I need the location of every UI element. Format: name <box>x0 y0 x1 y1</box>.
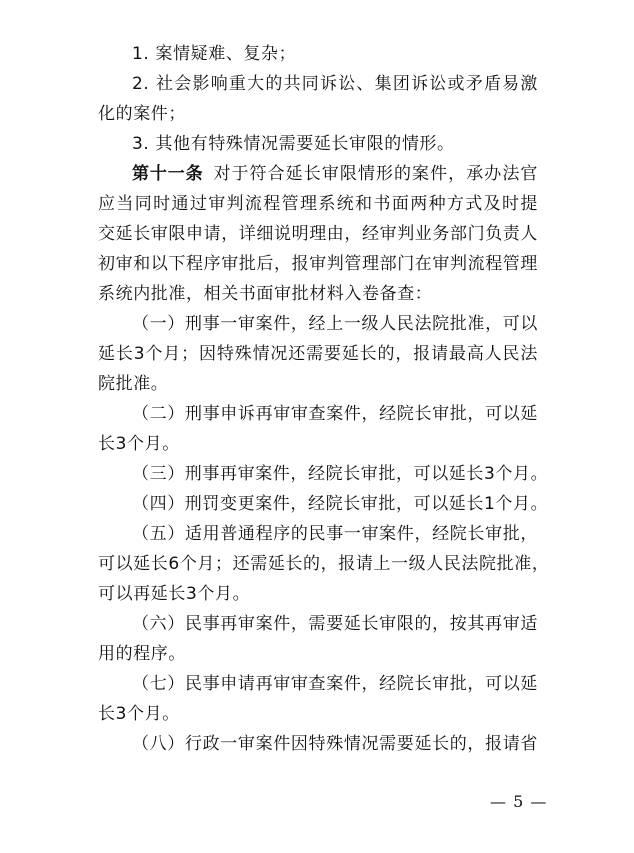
clause-heading: 第十一条 <box>132 164 204 184</box>
clause-eleven-first-line <box>132 163 538 185</box>
text-line: 2. 社会影响重大的共同诉讼、集团诉讼或矛盾易激 <box>132 74 538 94</box>
text-line: 初审和以下程序审批后，报审判管理部门在审判流程管理 <box>98 254 538 274</box>
text-line: （五）适用普通程序的民事一审案件，经院长审批， <box>132 524 538 544</box>
text-line: （八）行政一审案件因特殊情况需要延长的，报请省 <box>132 734 538 754</box>
clause-text: 对于符合延长审限情形的案件，承办法官 <box>213 164 538 184</box>
text-line: （二）刑事申诉再审审查案件，经院长审批，可以延 <box>132 404 538 424</box>
text-line: 3. 其他有特殊情况需要延长审限的情形。 <box>132 134 455 154</box>
text-line: 可以延长6个月；还需延长的，报请上一级人民法院批准， <box>98 554 550 574</box>
text-line: （六）民事再审案件，需要延长审限的，按其再审适 <box>132 614 538 634</box>
text-line: 延长3个月；因特殊情况还需要延长的，报请最高人民法 <box>98 344 538 364</box>
text-line: 可以再延长3个月。 <box>98 584 251 604</box>
text-line: 化的案件； <box>98 104 186 124</box>
page-number: — 5 — <box>490 792 548 811</box>
text-line: 用的程序。 <box>98 644 186 664</box>
text-line: 院批准。 <box>98 374 169 394</box>
text-line: （七）民事申请再审审查案件，经院长审批，可以延 <box>132 674 538 694</box>
text-line: （一）刑事一审案件，经上一级人民法院批准，可以 <box>132 314 538 334</box>
text-line: 应当同时通过审判流程管理系统和书面两种方式及时提 <box>98 194 538 214</box>
text-line: 长3个月。 <box>98 704 180 724</box>
text-line: 1. 案情疑难、复杂； <box>132 44 297 64</box>
text-line: 长3个月。 <box>98 434 180 454</box>
text-line: （四）刑罚变更案件，经院长审批，可以延长1个月。 <box>132 494 549 514</box>
text-line: 系统内批准，相关书面审批材料入卷备查： <box>98 284 433 304</box>
text-line: （三）刑事再审案件，经院长审批，可以延长3个月。 <box>132 464 549 484</box>
text-line: 交延长审限申请，详细说明理由，经审判业务部门负责人 <box>98 224 538 244</box>
